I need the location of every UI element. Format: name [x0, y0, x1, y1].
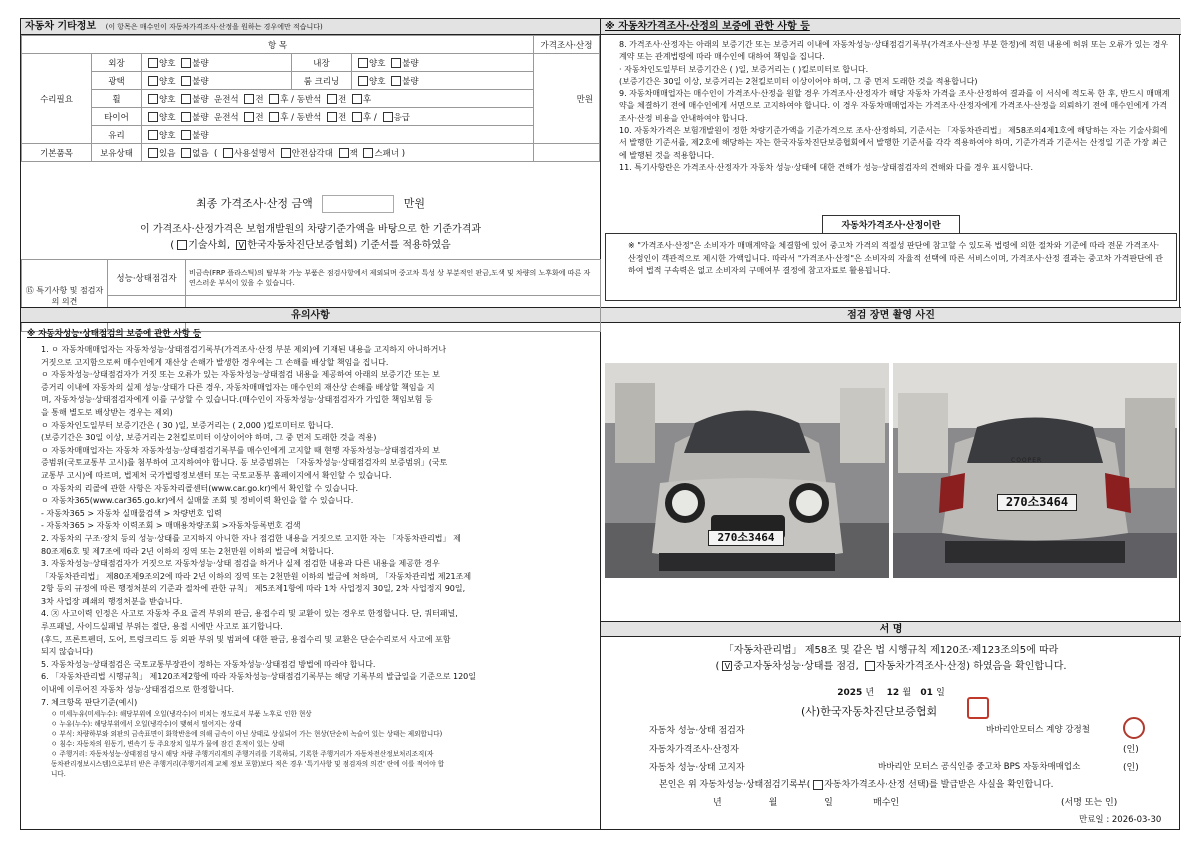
warranty-item: 11. 특기사항란은 가격조사·산정자가 자동차 성능·상태에 대한 견해가 성능·상태점검자의 견해와 다를 경우 표시합니다. [619, 162, 1034, 172]
final-price-input[interactable] [322, 195, 394, 213]
repair-label: 수리필요 [22, 54, 92, 144]
have-checkbox[interactable] [148, 148, 158, 158]
notice-line: (보증기간은 30일 이상, 보증거리는 2천킬로미터 이상이어야 하며, 그 중 먼저 도래한 것을 적용) [41, 433, 377, 443]
rear-car-image [893, 363, 1177, 578]
glass-bad-checkbox[interactable] [181, 130, 191, 140]
tire-options: 양호 불량 운전석 전 후 / 동반석 전 후 / 응급 [142, 108, 534, 126]
notice-line: 거짓으로 고지함으로써 매수인에게 재산상 손해가 발생한 경우에는 그 손해를 배상할 책임을 집니다. [41, 357, 389, 367]
inspection-record-page [20, 18, 1180, 830]
front-plate: 270소3464 [708, 530, 784, 546]
row-wheel: 휠 [92, 90, 142, 108]
notice-header: 유의사항 [21, 307, 600, 323]
triangle-checkbox[interactable] [281, 148, 291, 158]
glass-good-checkbox[interactable] [148, 130, 158, 140]
wheel-driver-front-checkbox[interactable] [244, 94, 254, 104]
etc-info-header [21, 19, 600, 35]
criteria-line: ㅇ 침수: 자동차의 원동기, 변속기 등 주요장치 일부가 물에 잠긴 흔적이 있는 상태 [51, 740, 285, 749]
wheel-good-checkbox[interactable] [148, 94, 158, 104]
basic-items-options: 있음 없음 ( 사용설명서 안전삼각대 잭 스패너 ) [142, 144, 534, 162]
basis-opt2-checkbox[interactable]: V [236, 240, 246, 250]
final-price-row [21, 195, 600, 217]
row-tire: 타이어 [92, 108, 142, 126]
spanner-checkbox[interactable] [363, 148, 373, 158]
buyer-date: 년 월 일 [713, 798, 833, 808]
signature-org: (사)한국자동차진단보증협회 [801, 705, 938, 718]
room-clean-good-checkbox[interactable] [358, 76, 368, 86]
notice-line: 증거리 이내에 자동차의 실제 성능·상태가 다른 경우, 자동차매매업자는 매수인의 재산상 손해를 배상할 책임을 지 [41, 382, 435, 392]
sig-opt1-checkbox[interactable]: V [722, 661, 732, 671]
row-exterior: 외장 [92, 54, 142, 72]
receipt-line: 본인은 위 자동차성능·상태점검기록부( 자동차가격조사·산정 선택)를 발급받은 사실을 확인합니다. [659, 780, 1054, 790]
wheel-options: 양호 불량 운전석 전 후 / 동반석 전 후 [142, 90, 534, 108]
receipt-checkbox[interactable] [813, 780, 823, 790]
col-item-header: 항 목 [22, 36, 534, 54]
sig-opt2-checkbox[interactable] [865, 661, 875, 671]
inspector-label: 자동차 성능·상태 점검자 [649, 726, 745, 736]
notice-line: ㅇ 자동차365(www.car365.go.kr)에서 실매물 조회 및 정비이력 확인을 할 수 있습니다. [41, 496, 354, 506]
glass-options: 양호 불량 [142, 126, 534, 144]
tire-emergency-checkbox[interactable] [383, 112, 393, 122]
notice-line: (후드, 프론트펜더, 도어, 트렁크리드 등 외판 부위 및 범퍼에 대한 판금, 용접수리 및 교환은 단순수리로서 사고에 포함 [41, 634, 451, 644]
none-checkbox[interactable] [181, 148, 191, 158]
notifier-name: 바바리안 모터스 공식인증 중고차 BPS 자동차매매업소 [878, 762, 1081, 772]
warranty-item: 8. 가격조사·산정자는 아래의 보증기간 또는 보증거리 이내에 자동차성능·상태점검기록부(가격조사·산정 부분 한정)에 적힌 내용에 허위 또는 오류가 있는 경우 계약 또는 관계법령에 따라 매수인에 대하여 책임을 집니다. [619, 40, 1169, 62]
exterior-options: 양호 불량 [142, 54, 292, 72]
criteria-line: ㅇ 주행거리: 자동차성능·상태점검 당시 해당 차량 주행거리계의 주행거리를 기록하되, 기록한 주행거리가 자동차전산정보처리조직(자 [51, 750, 434, 759]
tire-driver-rear-checkbox[interactable] [269, 112, 279, 122]
room-clean-options: 양호 불량 [352, 72, 534, 90]
notice-line: ㅇ 자동차인도일부터 보증기간은 ( 30 )일, 보증거리는 ( 2,000 )킬로미터로 합니다. [41, 420, 334, 430]
jack-checkbox[interactable] [339, 148, 349, 158]
col-price-header: 가격조사·산정 [534, 36, 600, 54]
basic-items-label: 기본품목 [22, 144, 92, 162]
criteria-line: 동차관리정보시스템)으로부터 받은 주행거리(주행거리계 교체 정보 포함)보다 적은 경우 '특기사항 및 점검자의 의견' 란에 이를 적어야 합 [51, 760, 445, 769]
warranty-items [601, 39, 1181, 174]
perf-inspector-label: 성능·상태점검자 [108, 260, 186, 296]
front-photo [605, 363, 889, 578]
notice-line: 1. ㅇ 자동차매매업자는 자동차성능·상태점검기록부(가격조사·산정 부분 제외)에 기재된 내용을 고지하지 아니하거나 [41, 345, 447, 354]
inspector-seal-icon [1123, 717, 1145, 739]
notice-line: 루프패널, 사이드실패널 부위는 절단, 용접 시에만 사고로 표기합니다. [41, 622, 283, 632]
basis-opt1-checkbox[interactable] [177, 240, 187, 250]
cooper-badge: COOPER [1011, 457, 1043, 464]
notice-line: 3차 사업장 폐쇄의 행정처분을 받습니다. [41, 596, 183, 606]
notice-line: ㅇ 자동차의 리콜에 관한 사항은 자동차리콜센터(www.car.go.kr)에서 확인할 수 있습니다. [41, 483, 359, 493]
notice-line: 며, 자동차성능·상태점검자에게 이를 구상할 수 있습니다.(매수인이 자동차성능·상태점검자가 가입한 책임보험 등 [41, 395, 433, 405]
possess-label: 보유상태 [92, 144, 142, 162]
notice-line: 을 통해 별도로 배상받는 경우는 제외) [41, 407, 173, 417]
notice-line: - 자동차365 > 자동차 실매물검색 > 차량번호 입력 [41, 508, 222, 518]
notice-body [21, 328, 600, 779]
notifier-seal: (인) [1123, 763, 1139, 773]
signature-header: 서 명 [601, 621, 1181, 637]
row-glass: 유리 [92, 126, 142, 144]
etc-info-title: 자동차 기타정보 [25, 21, 97, 32]
notifier-label: 자동차 성능·상태 고지자 [649, 763, 745, 773]
tire-passenger-rear-checkbox[interactable] [352, 112, 362, 122]
wheel-bad-checkbox[interactable] [181, 94, 191, 104]
notice-line: 3. 자동차성능·상태점검자가 거짓으로 자동차성능·상태 점검을 하거나 실제 점검한 내용과 다른 내용을 제공한 경우 [41, 559, 440, 569]
warranty-item: 10. 자동차가격은 보험개발원이 정한 차량기준가액을 기준가격으로 조사·산정하되, 기준서는 「자동차관리법」 제58조의4제1호에 해당하는 자는 기술사회에서 발행한 기준서를, 제2호에 해당하는 자는 한국자동차진단보증협회에서 발행한 기준서를 각각 적용하여야 하며, 기준가격과 기준서는 산정일 기준 가장 최근에 발행된 것을 적용합니다. [619, 126, 1168, 160]
final-price-label: 최종 가격조사·산정 금액 [195, 197, 313, 210]
price-definition-box: ※ "가격조사·산정"은 소비자가 매매계약을 체결함에 있어 중고차 가격의 적절성 판단에 참고할 수 있도록 법령에 의한 절차와 기준에 따라 전문 가격조사·산정인이 객관적으로 제시한 가액입니다. 따라서 "가격조사·산정"은 소비자의 자율적 선택에 따른 서비스이며, 가격조사·산정 결과는 중고차 가격판단에 관하여 법적 구속력은 없고 소비자의 구매여부 결정에 참고자료로 활용됩니다. [605, 233, 1177, 301]
perf-note: 비금속(FRP 플라스틱)의 탈부착 가능 부품은 점검사항에서 제외되며 중고차 특성 상 부분적인 판금,도색 및 차량의 노후화에 따른 자연스러운 부식이 있을 수 있습니다. [186, 260, 601, 296]
signature-date: 2025 년 12 월 01 일 [837, 688, 945, 698]
criteria-lines [27, 709, 594, 779]
pricer-seal: (인) [1123, 745, 1139, 755]
gloss-options: 양호 불량 [142, 72, 292, 90]
row-gloss: 광택 [92, 72, 142, 90]
org-seal-icon [967, 697, 989, 719]
expiry-date: 만료일 : 2026-03-30 [1079, 815, 1162, 825]
price-unit: 만원 [534, 54, 600, 144]
criteria-line: ㅇ 미세누유(미세누수): 해당부위에 오일(냉각수)이 비치는 정도로서 부품 노후로 인한 현상 [51, 710, 312, 719]
tire-good-checkbox[interactable] [148, 112, 158, 122]
photos-header: 점검 장면 촬영 사진 [601, 307, 1181, 323]
room-clean-bad-checkbox[interactable] [391, 76, 401, 86]
gloss-bad-checkbox[interactable] [181, 76, 191, 86]
row-room-clean: 룸 크리닝 [292, 72, 352, 90]
notice-lines [27, 344, 594, 709]
buyer-sign: (서명 또는 인) [1061, 798, 1118, 808]
notice-line: 교통부 고시)에 따르며, 법제처 국가법령정보센터 또는 국토교통부 홈페이지에서 확인할 수 있습니다. [41, 470, 392, 480]
exterior-bad-checkbox[interactable] [181, 58, 191, 68]
signature-law: 「자동차관리법」 제58조 및 같은 법 시행규칙 제120조·제123조의5에 따라 ( V 중고자동차성능·상태를 점검, 자동차가격조사·산정) 하였음을 확인합니다. [715, 645, 1067, 672]
pricer-label: 자동차가격조사·산정자 [649, 745, 739, 755]
tire-bad-checkbox[interactable] [181, 112, 191, 122]
warranty-item: · 자동차인도일부터 보증기간은 ( )일, 보증거리는 ( )킬로미터로 합니다. [619, 64, 869, 74]
wheel-driver-rear-checkbox[interactable] [269, 94, 279, 104]
notice-line: 80조제6호 및 제7조에 따라 2년 이하의 징역 또는 2천만원 이하의 벌금에 처합니다. [41, 546, 334, 556]
manual-checkbox[interactable] [223, 148, 233, 158]
gloss-good-checkbox[interactable] [148, 76, 158, 86]
notice-line: 4. ㉨ 사고이력 인정은 사고로 자동차 주요 골격 부위의 판금, 용접수리 및 교환이 있는 경우로 한정합니다. 단, 쿼터패널, [41, 609, 458, 619]
criteria-line: 니다. [51, 770, 66, 779]
notice-line: 2항 등의 규정에 따른 행정처분의 기준과 절차에 관한 규칙」 제5조제1항에 따라 1차 사업정지 30일, 2차 사업정지 90일, [41, 584, 466, 594]
notice-line: - 자동차365 > 자동차 이력조회 > 매매용차량조회 >자동차등록번호 검색 [41, 521, 301, 531]
price-definition-box-title-wrap [601, 215, 1181, 234]
warranty-item: (보증기간은 30일 이상, 보증거리는 2천킬로미터 이상이어야 하며, 그 중 먼저 도래한 것을 적용합니다) [619, 76, 978, 86]
criteria-line: ㅇ 부식: 차량하부와 외판의 금속표면이 화학반응에 의해 금속이 아닌 상태로 상실되어 가는 현상(단순히 녹슬어 있는 상태는 제외합니다) [51, 730, 443, 739]
interior-good-checkbox[interactable] [358, 58, 368, 68]
warranty-item: 9. 자동차매매업자는 매수인이 가격조사·산정을 원할 경우 가격조사·산정자가 해당 자동차 가격을 조사·산정하여 결과를 이 서식에 적도록 한 후, 반드시 매매계약을 체결하기 전에 매수인에게 서면으로 고지하여야 합니다. 이 경우 자동차매매업자는 가격조사·산정자에게 가격조사·산정을 의뢰하기 전에 매수인에게 가격조사·산정 비용을 안내하여야 합니다. [619, 89, 1170, 123]
inspector-name: 바바리안모터스 계양 강정철 [986, 725, 1090, 735]
tire-driver-front-checkbox[interactable] [244, 112, 254, 122]
final-price-unit: 만원 [403, 197, 425, 210]
notice-line: 되지 않습니다) [41, 647, 94, 657]
interior-options: 양호 불량 [352, 54, 534, 72]
notice-line: 5. 자동차성능·상태점검은 국토교통부장관이 정하는 자동차성능·상태점검 방법에 따라야 합니다. [41, 659, 376, 669]
notice-line: 이내에 이루어진 자동차 성능·상태점검으로 한정합니다. [41, 685, 234, 695]
row-interior: 내장 [292, 54, 352, 72]
tire-passenger-front-checkbox[interactable] [327, 112, 337, 122]
notice-line: 증범위(국토교통부 고시)를 첨부하여 고지하여야 합니다. 동 보증범위는 「자동차성능·상태점검자의 보증범위」(국토 [41, 458, 448, 468]
wheel-passenger-rear-checkbox[interactable] [352, 94, 362, 104]
left-column [21, 19, 601, 829]
basis-text: 이 가격조사·산정가격은 보험개발원의 차량기준가액을 바탕으로 한 기준가격과 ( 기술사회, V 한국자동차진단보증협회) 기준서를 적용하였음 [139, 224, 482, 251]
special-label: ⑮ 특기사항 및 점검자의 의견 [22, 260, 108, 332]
notice-line: 6. 「자동차관리법 시행규칙」 제120조제2항에 따라 자동차성능·상태점검기록부는 해당 기록부의 발급일을 기준으로 120일 [41, 672, 476, 682]
notice-line: 「자동차관리법」 제80조제9조의2에 따라 2년 이하의 징역 또는 2천만원 이하의 벌금에 처하며, 「자동차관리법 제21조제 [41, 571, 472, 581]
exterior-good-checkbox[interactable] [148, 58, 158, 68]
notice-line: 2. 자동차의 구조·장치 등의 성능·상태를 고지하지 아니한 자나 점검한 내용을 거짓으로 고지한 자는 「자동차관리법」 제 [41, 533, 461, 543]
wheel-passenger-front-checkbox[interactable] [327, 94, 337, 104]
notice-line: 7. 체크항목 판단기준(예시) [41, 697, 138, 707]
criteria-line: ㅇ 누유(누수): 해당부위에서 오일(냉각수)이 맺혀서 떨어지는 상태 [51, 720, 242, 729]
rear-plate: 270소3464 [997, 494, 1077, 511]
buyer-label: 매수인 [873, 798, 900, 808]
notice-line: ㅇ 자동차매매업자는 자동차 자동차성능·상태점검기록부를 매수인에게 고지할 때 현행 자동차성능·상태점검자의 보 [41, 445, 440, 455]
price-definition-box-title: 자동차가격조사·산정이란 [822, 215, 959, 234]
rear-photo [893, 363, 1177, 578]
interior-bad-checkbox[interactable] [391, 58, 401, 68]
price-warranty-header: ※ 자동차가격조사·산정의 보증에 관한 사항 등 [601, 19, 1181, 35]
etc-info-table [21, 35, 600, 162]
right-column [601, 19, 1181, 829]
notice-section-title: ※ 자동차성능·상태점검의 보증에 관한 사항 등 [27, 329, 202, 339]
etc-info-subtitle: (이 항목은 매수인이 자동차가격조사·산정을 원하는 경우에만 적습니다) [105, 23, 323, 31]
notice-line: ㅇ 자동차성능·상태점검자가 거짓 또는 오류가 있는 자동차성능·상태점검 내용을 제공하여 아래의 보증기간 또는 보 [41, 370, 440, 380]
